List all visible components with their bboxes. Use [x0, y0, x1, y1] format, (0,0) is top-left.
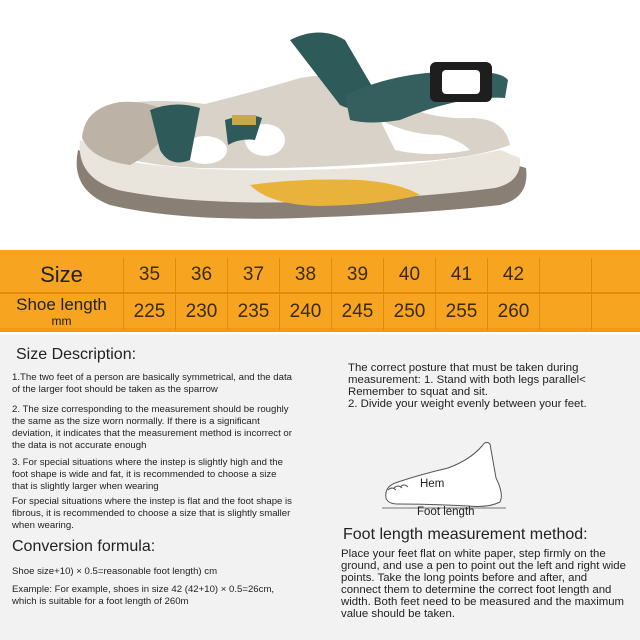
size-cell — [540, 258, 592, 292]
length-cell — [592, 294, 640, 330]
length-unit: mm — [51, 314, 72, 328]
size-cell: 40 — [384, 258, 436, 292]
hem-label: Hem — [420, 478, 445, 490]
length-cell: 235 — [228, 294, 280, 330]
length-header — [0, 294, 124, 330]
size-description-title: Size Description: — [16, 346, 137, 363]
size-cell: 38 — [280, 258, 332, 292]
posture-text: The correct posture that must be taken during measurement: 1. Stand with both legs parallel< Remember to squat and sit. 2. Divide your weight evenly between your feet. — [348, 362, 587, 410]
length-cell: 225 — [124, 294, 176, 330]
size-description-p3: 3. For special situations where the instep is slightly high and the foot shape is wide and fat, it is recommended to choose a size that is slightly larger when wearing — [12, 457, 283, 492]
foot-length-label: Foot length — [417, 506, 475, 518]
size-cell: 41 — [436, 258, 488, 292]
length-cell: 240 — [280, 294, 332, 330]
size-header: Size — [0, 258, 124, 292]
length-cell: 245 — [332, 294, 384, 330]
length-cell: 230 — [176, 294, 228, 330]
method-title: Foot length measurement method: — [343, 526, 588, 543]
length-cell: 255 — [436, 294, 488, 330]
brand-logo — [232, 115, 256, 125]
length-cell — [540, 294, 592, 330]
conversion-title: Conversion formula: — [12, 538, 156, 555]
size-cell: 35 — [124, 258, 176, 292]
size-description-p2: 2. The size corresponding to the measurement should be roughly the same as the size worn normally. If there is a significant deviation, it indicates that the measurement method is incorrect or the data is not accurate enough — [12, 404, 292, 451]
size-cell: 36 — [176, 258, 228, 292]
method-text: Place your feet flat on white paper, step firmly on the ground, and use a pen to point out the left and right wide points. Take the long points before and after, and connect them to determine the correct foot length and width. Both feet need to be measured and the maximum value should be taken. — [341, 548, 626, 620]
foot-outline — [386, 442, 502, 506]
size-description-p4: For special situations where the instep is flat and the foot shape is fibrous, it is recommended to choose a size that is slightly smaller when wearing. — [12, 496, 292, 531]
sandal-image — [0, 0, 640, 250]
size-description-p1: 1.The two feet of a person are basically symmetrical, and the data of the larger foot should be taken as the sparrow — [12, 372, 292, 395]
buckle-hole — [442, 70, 480, 94]
conversion-formula: Shoe size+10) × 0.5=reasonable foot length) cm — [12, 566, 218, 577]
size-cell: 39 — [332, 258, 384, 292]
conversion-example: Example: For example, shoes in size 42 (42+10) × 0.5=26cm, which is suitable for a foot length of 260m — [12, 584, 275, 607]
size-cell — [592, 258, 640, 292]
size-table — [0, 250, 640, 332]
length-cell: 250 — [384, 294, 436, 330]
size-cell: 37 — [228, 258, 280, 292]
size-table-body — [0, 254, 640, 328]
size-cell: 42 — [488, 258, 540, 292]
length-cell: 260 — [488, 294, 540, 330]
length-header-label: Shoe length — [16, 295, 107, 314]
product-image-area — [0, 0, 640, 250]
